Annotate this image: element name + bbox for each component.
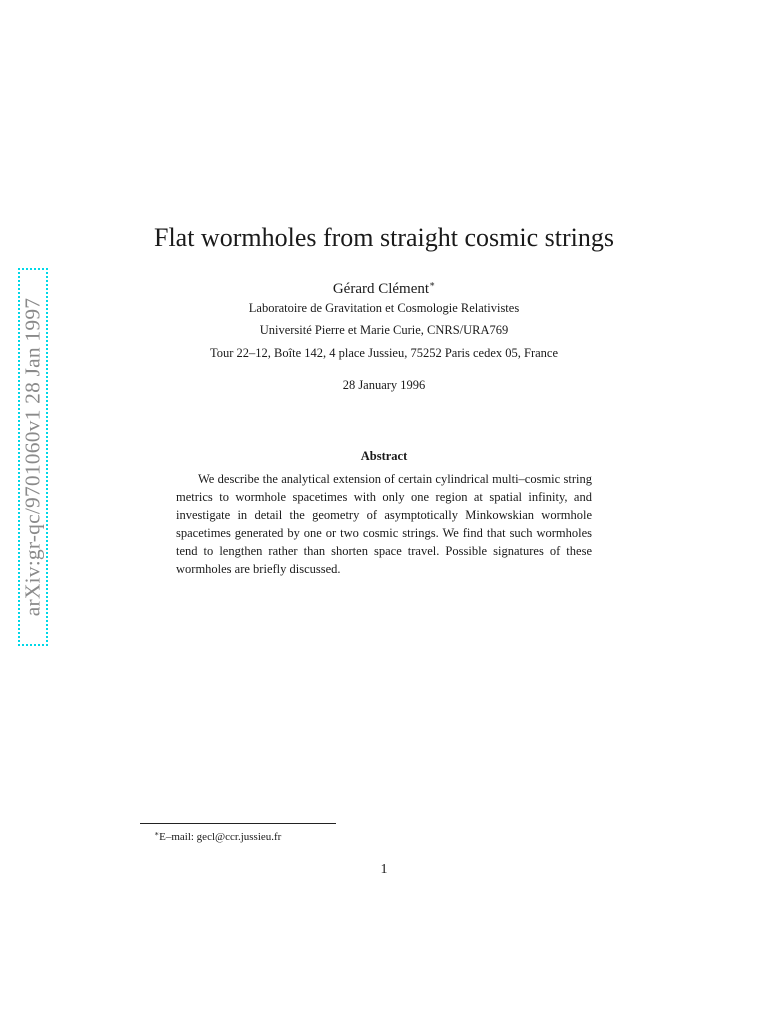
footnote-divider [140,823,336,824]
footnote [154,826,281,845]
affiliation-line: Université Pierre et Marie Curie, CNRS/URA769 [259,323,509,337]
affiliation-line: Tour 22–12, Boîte 142, 4 place Jussieu, 75252 Paris cedex 05, France [209,346,559,360]
arxiv-identifier-text: arXiv:gr-qc/9701060v1 28 Jan 1997 [20,297,45,617]
abstract-text: We describe the analytical extension of certain cylindrical multi–cosmic string metrics to wormhole spacetimes with only one region at spatial infinity, and investigate in detail the geometry of asymptotically Minkowskian wormhole spacetimes generated by one or two cosmic strings. We find that such wormholes tend to lengthen rather than shorten space travel. Possible signatures of these wormholes are briefly discussed. [176,472,592,576]
paper-date: 28 January 1996 [342,378,426,392]
author-line [0,274,768,299]
affiliation-line: Laboratoire de Gravitation et Cosmologie Relativistes [248,301,520,315]
footnote-email: E–mail: gecl@ccr.jussieu.fr [159,831,282,843]
author-footnote-mark: ∗ [429,279,436,289]
paper-title: Flat wormholes from straight cosmic strings [153,223,614,252]
page-number: 1 [380,862,388,877]
abstract-heading: Abstract [360,449,408,463]
author-name: Gérard Clément [332,281,430,297]
footnote-mark: ∗ [154,829,160,838]
